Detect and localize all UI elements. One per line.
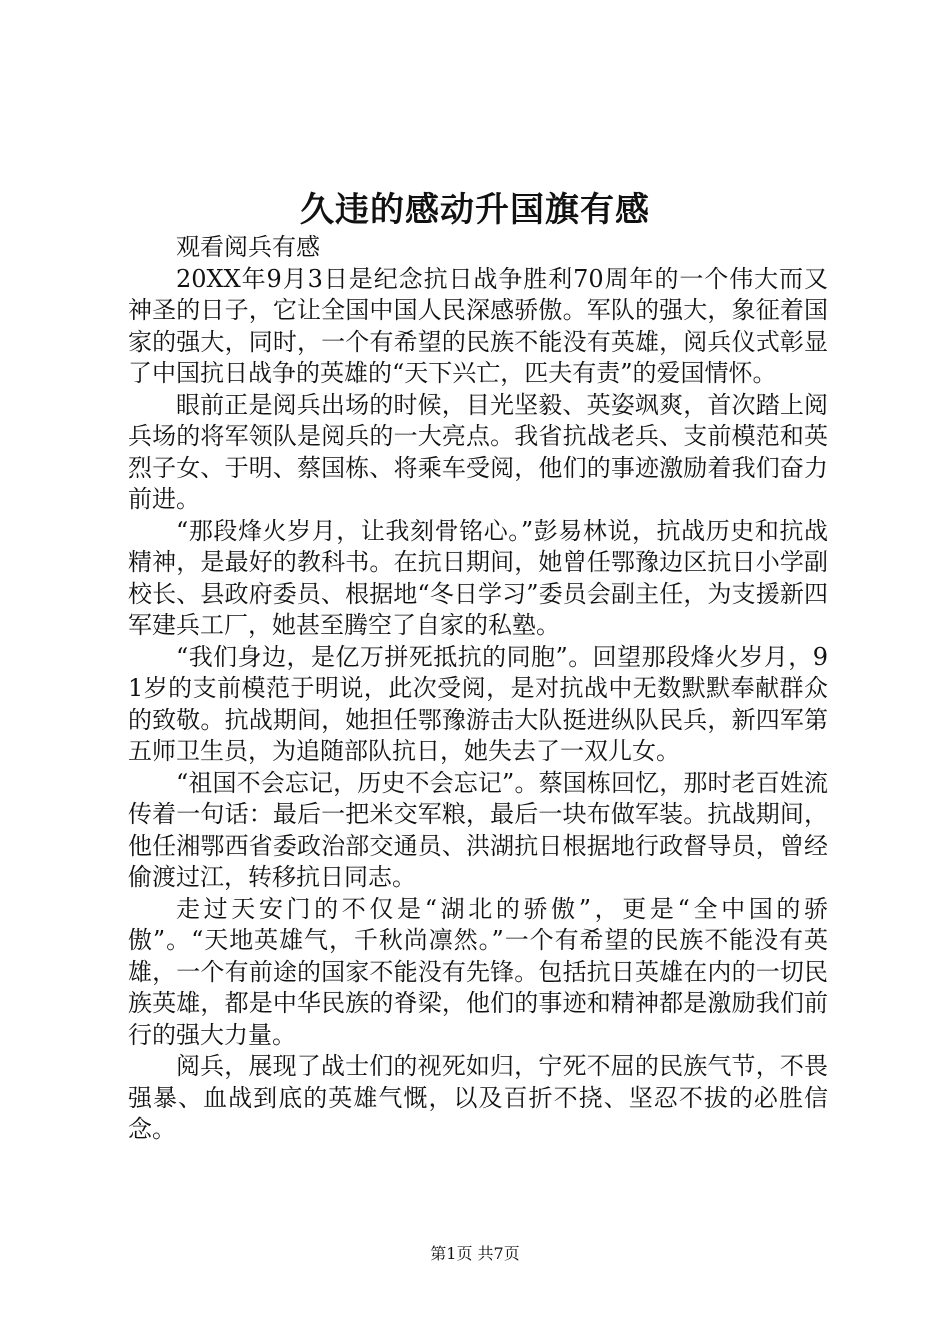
paragraph: “那段烽火岁月，让我刻骨铭心。”彭易林说，抗战历史和抗战精神，是最好的教科书。在抗日期间，她曾任鄂豫边区抗日小学副校长、县政府委员、根据地“冬日学习”委员会副主任，为支援新四军建兵工厂，她甚至腾空了自家的私塾。 — [128, 516, 828, 639]
paragraph: 眼前正是阅兵出场的时候，目光坚毅、英姿飒爽，首次踏上阅兵场的将军领队是阅兵的一大亮点。我省抗战老兵、支前模范和英烈子女、于明、蔡国栋、将乘车受阅，他们的事迹激励着我们奋力前进。 — [128, 390, 828, 513]
paragraph: 20XX年9月3日是纪念抗日战争胜利70周年的一个伟大而又神圣的日子，它让全国中国人民深感骄傲。军队的强大，象征着国家的强大，同时，一个有希望的民族不能没有英雄，阅兵仪式彰显了中国抗日战争的英雄的“天下兴亡，匹夫有责”的爱国情怀。 — [128, 264, 828, 387]
page-footer: 第1页 共7页 — [430, 1244, 520, 1263]
document-body — [128, 232, 828, 1146]
paragraph: “我们身边，是亿万拼死抵抗的同胞”。回望那段烽火岁月，91岁的支前模范于明说，此次受阅，是对抗战中无数默默奉献群众的致敬。抗战期间，她担任鄂豫游击大队挺进纵队民兵，新四军第五师卫生员，为追随部队抗日，她失去了一双儿女。 — [128, 642, 828, 765]
paragraph: 阅兵，展现了战士们的视死如归，宁死不屈的民族气节，不畏强暴、血战到底的英雄气慨，以及百折不挠、坚忍不拔的必胜信念。 — [128, 1052, 828, 1143]
paragraph: 走过天安门的不仅是“湖北的骄傲”，更是“全中国的骄傲”。“天地英雄气，千秋尚凛然。”一个有希望的民族不能没有英雄，一个有前途的国家不能没有先锋。包括抗日英雄在内的一切民族英雄，都是中华民族的脊梁，他们的事迹和精神都是激励我们前行的强大力量。 — [128, 894, 828, 1049]
document-title: 久违的感动升国旗有感 — [300, 190, 650, 230]
paragraph-subtitle: 观看阅兵有感 — [176, 233, 320, 261]
paragraph: “祖国不会忘记，历史不会忘记”。蔡国栋回忆，那时老百姓流传着一句话：最后一把米交军粮，最后一块布做军装。抗战期间，他任湘鄂西省委政治部交通员、洪湖抗日根据地行政督导员，曾经偷渡过江，转移抗日同志。 — [128, 768, 828, 891]
